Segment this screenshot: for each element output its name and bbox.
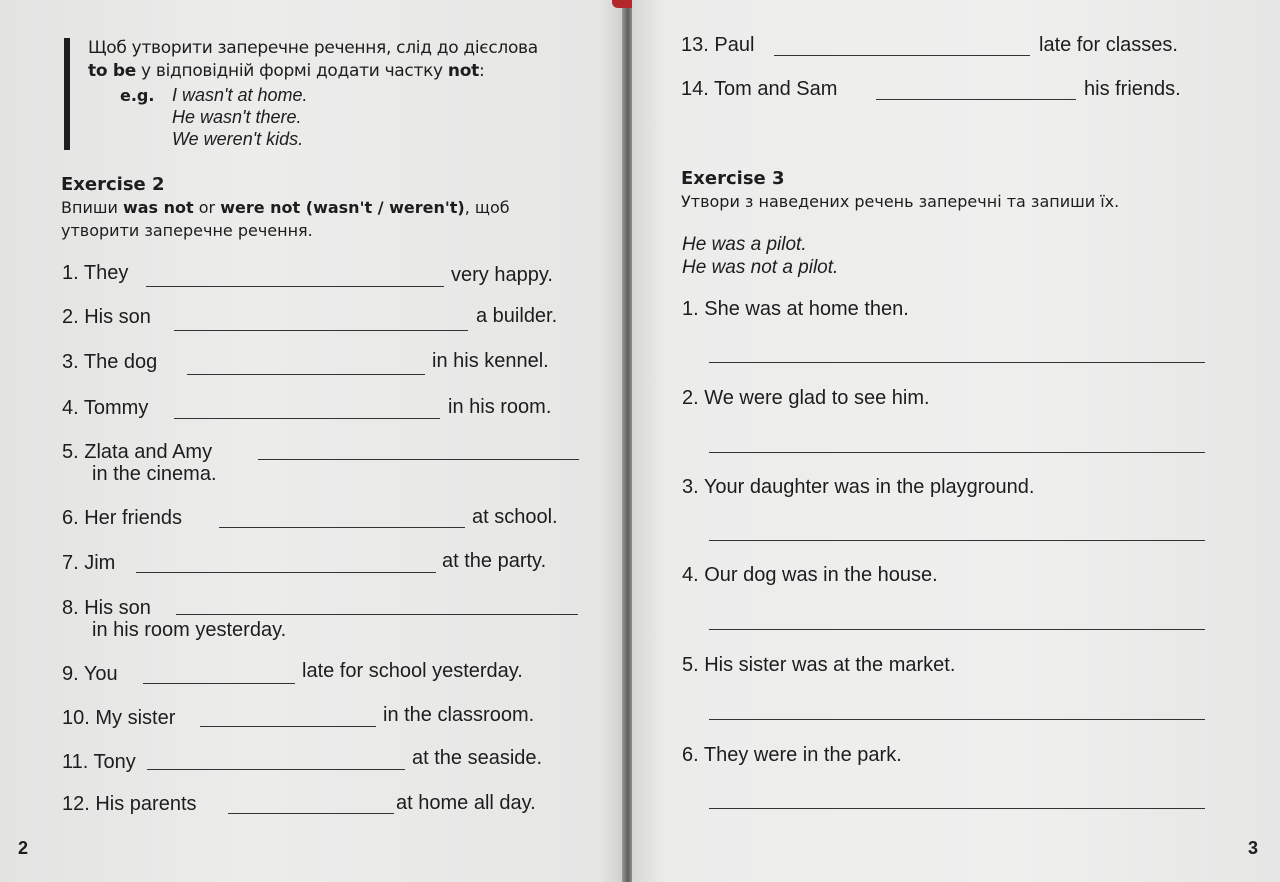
answer-blank[interactable] (174, 330, 468, 331)
item-end: his friends. (1084, 78, 1181, 100)
rule-example: We weren't kids. (172, 129, 304, 149)
item-end: in his kennel. (432, 350, 549, 372)
answer-line[interactable] (709, 719, 1205, 720)
instr-part: or (193, 198, 221, 217)
exercise-2-instruction-line-2: утворити заперечне речення. (61, 221, 313, 240)
item-end: in the cinema. (92, 463, 217, 485)
eg-label: e.g. (120, 86, 155, 105)
item-end: in his room. (448, 396, 552, 418)
eg-line (120, 85, 154, 106)
item-end: a builder. (476, 305, 558, 327)
item-end: late for school yesterday. (302, 660, 523, 682)
right-page (632, 0, 1280, 882)
left-page (0, 0, 624, 882)
rule-middle: у відповідній формі додати частку (135, 61, 448, 81)
instr-bold: was not (122, 198, 194, 217)
answer-blank[interactable] (174, 418, 440, 419)
exercise-3-item: 1. She was at home then. (682, 298, 909, 320)
exercise-3-instruction: Утвори з наведених речень заперечні та запиши їх. (681, 192, 1120, 211)
item-stem: 5. Zlata and Amy (62, 441, 213, 463)
item-end: at the seaside. (412, 747, 543, 769)
answer-blank[interactable] (200, 726, 376, 727)
answer-line[interactable] (709, 540, 1205, 541)
item-stem: 14. Tom and Sam (681, 78, 838, 100)
item-end: in his room yesterday. (92, 619, 287, 641)
exercise-2-instruction (61, 197, 510, 219)
rule-not: not (447, 61, 479, 81)
item-stem: 4. Tommy (62, 397, 149, 419)
rule-line-2 (88, 60, 484, 82)
item-end: in the classroom. (383, 704, 535, 726)
answer-line[interactable] (709, 362, 1205, 363)
item-stem: 8. His son (62, 597, 151, 619)
item-stem: 11. Tony (62, 751, 136, 773)
item-end: at home all day. (396, 792, 536, 814)
item-stem: 10. My sister (62, 707, 176, 729)
rule-to-be: to be (88, 61, 136, 81)
item-stem: 7. Jim (62, 552, 116, 574)
page-number-left: 2 (18, 838, 29, 858)
instr-bold: were not (wasn't / weren't) (220, 198, 465, 217)
answer-blank[interactable] (176, 614, 578, 615)
item-stem: 1. They (62, 262, 129, 284)
item-end: at school. (472, 506, 558, 528)
answer-line[interactable] (709, 808, 1205, 809)
rule-colon: : (478, 61, 485, 81)
exercise-3-item: 6. They were in the park. (682, 744, 902, 766)
rule-bar (64, 38, 70, 150)
answer-blank[interactable] (876, 99, 1076, 100)
page-number-right: 3 (1248, 838, 1259, 858)
answer-blank[interactable] (143, 683, 295, 684)
answer-blank[interactable] (219, 527, 465, 528)
answer-blank[interactable] (136, 572, 436, 573)
exercise-2-title: Exercise 2 (61, 174, 165, 195)
item-stem: 12. His parents (62, 793, 197, 815)
rule-example: I wasn't at home. (172, 85, 308, 105)
answer-blank[interactable] (147, 769, 405, 770)
item-end: very happy. (451, 264, 553, 286)
rule-example: He wasn't there. (172, 107, 302, 127)
answer-line[interactable] (709, 452, 1205, 453)
exercise-3-title: Exercise 3 (681, 168, 785, 189)
answer-blank[interactable] (187, 374, 425, 375)
item-stem: 2. His son (62, 306, 151, 328)
example-answer: He was not a pilot. (682, 257, 839, 278)
example-sentence: He was a pilot. (682, 234, 807, 255)
answer-line[interactable] (709, 629, 1205, 630)
item-stem: 13. Paul (681, 34, 755, 56)
answer-blank[interactable] (258, 459, 579, 460)
answer-blank[interactable] (774, 55, 1030, 56)
item-end: late for classes. (1039, 34, 1178, 56)
instr-part: , щоб (464, 198, 510, 217)
item-stem: 9. You (62, 663, 118, 685)
item-end: at the party. (442, 550, 547, 572)
exercise-3-item: 2. We were glad to see him. (682, 387, 930, 409)
exercise-3-item: 3. Your daughter was in the playground. (682, 476, 1035, 498)
item-stem: 6. Her friends (62, 507, 183, 529)
item-stem: 3. The dog (62, 351, 158, 373)
rule-line-1: Щоб утворити заперечне речення, слід до дієслова (88, 38, 538, 58)
exercise-3-item: 4. Our dog was in the house. (682, 564, 938, 586)
exercise-3-item: 5. His sister was at the market. (682, 654, 956, 676)
answer-blank[interactable] (146, 286, 444, 287)
instr-part: Впиши (61, 198, 123, 217)
answer-blank[interactable] (228, 813, 394, 814)
